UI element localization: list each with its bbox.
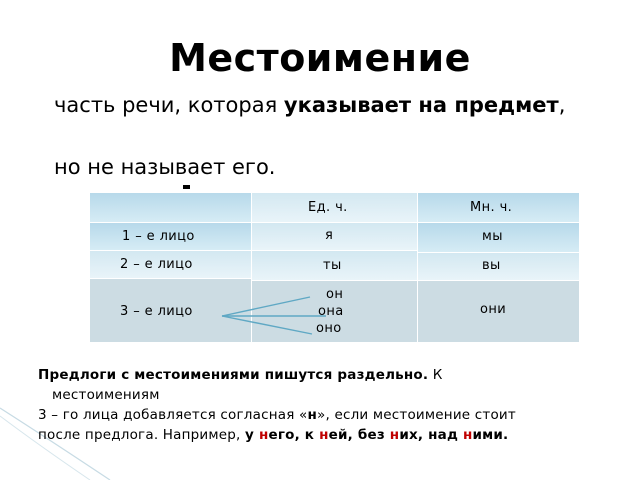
example-3-rest: их,: [399, 427, 429, 443]
page-title: Местоимение: [169, 36, 471, 80]
rule-text-3a: 3 – го лица добавляется согласная «: [38, 407, 308, 423]
definition-line-2: но не называет его.: [54, 155, 276, 179]
example-1-n: н: [258, 427, 269, 443]
rule-paragraph: [38, 365, 628, 445]
rule-line-4: [38, 425, 628, 445]
row-3-plural-value: они: [480, 302, 507, 317]
row-3-person-label: 3 – е лицо: [120, 304, 193, 319]
rule-line-2: местоимениям: [52, 387, 160, 403]
row-1-singular-value: я: [325, 228, 334, 243]
example-3-pre: без: [357, 427, 390, 443]
rule-line-3: [38, 405, 628, 425]
pronoun-ono: оно: [316, 321, 342, 336]
connector-line-on: [222, 297, 310, 316]
example-2-pre: к: [304, 427, 320, 443]
rule-bold-intro: Предлоги с местоимениями пишутся раздельно.: [38, 367, 429, 383]
header-singular-label: Ед. ч.: [308, 200, 348, 215]
definition-comma: ,: [558, 93, 566, 117]
example-1-pre: у: [245, 427, 259, 443]
example-3-n: н: [389, 427, 400, 443]
example-2-rest: ей,: [328, 427, 358, 443]
example-4-rest: ими.: [472, 427, 509, 443]
example-4-n: н: [462, 427, 473, 443]
rule-text-4: после предлога. Например,: [38, 427, 246, 443]
example-3: [358, 427, 428, 443]
row-1-person-label: 1 – е лицо: [122, 229, 195, 244]
rule-line-1: [38, 365, 628, 385]
definition-text: часть речи, которая: [54, 93, 284, 117]
rule-text-3b: », если местоимение стоит: [317, 407, 516, 423]
row-2-singular-value: ты: [323, 258, 342, 273]
example-1-rest: его,: [268, 427, 305, 443]
connector-line-ono: [222, 316, 312, 334]
row-2-person-label: 2 – е лицо: [120, 257, 193, 272]
decorative-dash: [183, 185, 190, 189]
row-2-plural-value: вы: [482, 258, 501, 273]
pronoun-on: он: [326, 287, 344, 302]
rule-text-1: К: [428, 367, 443, 383]
definition-line-1: [54, 90, 614, 120]
row-1-plural-value: мы: [482, 229, 503, 244]
example-2: [305, 427, 358, 443]
example-4-pre: над: [428, 427, 463, 443]
example-4: [428, 427, 508, 443]
header-plural-label: Мн. ч.: [470, 200, 513, 215]
example-2-n: н: [319, 427, 329, 443]
pronoun-table: [90, 193, 580, 343]
rule-letter-n: н: [307, 407, 318, 423]
definition-emphasis: указывает на предмет: [283, 93, 559, 117]
pronoun-ona: она: [318, 304, 344, 319]
example-1: [245, 427, 305, 443]
